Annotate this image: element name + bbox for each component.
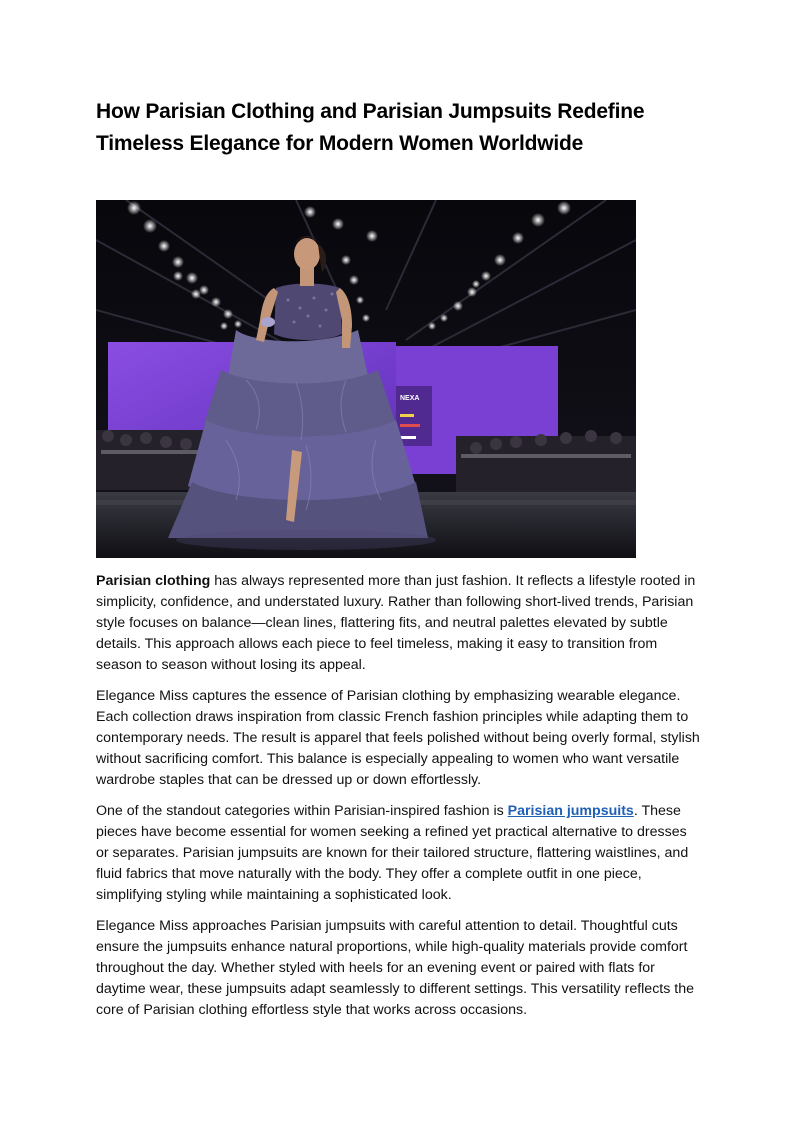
lead-term: Parisian clothing bbox=[96, 573, 211, 589]
runway-photo bbox=[96, 200, 636, 558]
title-line-1: How Parisian Clothing and Parisian Jumpsuits Redefine bbox=[96, 100, 645, 123]
article-title bbox=[96, 96, 716, 160]
paragraph-1 bbox=[96, 571, 702, 676]
paragraph-2: Elegance Miss captures the essence of Parisian clothing by emphasizing wearable elegance. Each collection draws inspiration from classic French fashion principles while adapting them to contemporary needs. The result is apparel that feels polished without being overly formal, stylish without sacrificing comfort. This balance is especially appealing to women who want versatile wardrobe staples that can be dressed up or down effortlessly. bbox=[96, 688, 700, 788]
paragraph-4: Elegance Miss approaches Parisian jumpsuits with careful attention to detail. Thoughtful cuts ensure the jumpsuits enhance natural proportions, while high-quality materials provide comfort throughout the day. Whether styled with heels for an evening event or paired with flats for daytime wear, these jumpsuits adapt seamlessly to different settings. This versatility reflects the core of Parisian clothing effortless style that works across occasions. bbox=[96, 918, 694, 1018]
paragraph-3-before: One of the standout categories within Parisian-inspired fashion is bbox=[96, 803, 508, 819]
paragraph-1-text: has always represented more than just fashion. It reflects a lifestyle rooted in simplicity, confidence, and understated luxury. Rather than following short-lived trends, Parisian style focuses on balance—clean lines, flattering fits, and neutral palettes elevated by subtle details. This approach allows each piece to feel timeless, making it easy to transition from season to season without losing its appeal. bbox=[96, 573, 696, 673]
paragraph-3 bbox=[96, 801, 702, 906]
screen-brand: NEXA bbox=[400, 395, 420, 402]
parisian-jumpsuits-link[interactable]: Parisian jumpsuits bbox=[507, 803, 634, 819]
runway-photo-illustration bbox=[96, 200, 636, 558]
title-line-2: Timeless Elegance for Modern Women Worldwide bbox=[96, 132, 584, 155]
article-body bbox=[96, 571, 702, 1031]
paragraph-3-after: . These pieces have become essential for women seeking a refined yet practical alternative to dresses or separates. Parisian jumpsuits are known for their tailored structure, flattering waistlines, and fluid fabrics that move naturally with the body. They offer a complete outfit in one piece, simplifying styling while maintaining a sophisticated look. bbox=[96, 803, 689, 903]
